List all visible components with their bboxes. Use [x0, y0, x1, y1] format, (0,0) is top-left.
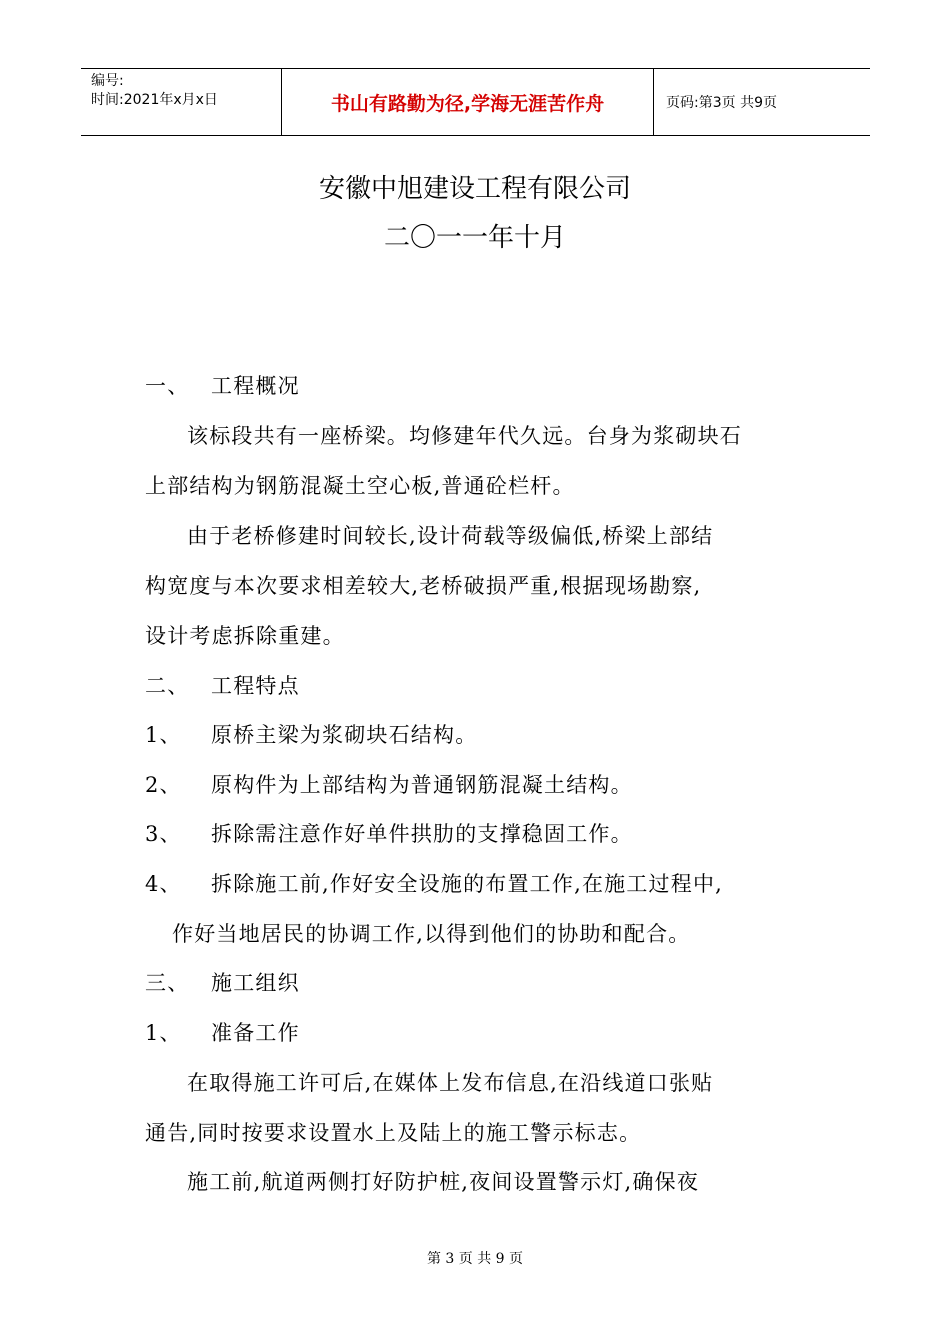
section-heading-2	[145, 670, 300, 700]
paragraph-line: 构宽度与本次要求相差较大,老桥破损严重,根据现场勘察,	[145, 574, 702, 598]
list-text: 拆除施工前,作好安全设施的布置工作,在施工过程中,	[211, 872, 724, 896]
section-title: 施工组织	[211, 971, 300, 995]
company-title: 安徽中旭建设工程有限公司	[318, 174, 631, 204]
section-title: 工程特点	[211, 674, 300, 698]
date-title: 二〇一一年十月	[383, 223, 566, 253]
list-text: 原构件为上部结构为普通钢筋混凝土结构。	[211, 773, 633, 797]
header-motto: 书山有路勤为径,学海无涯苦作舟	[281, 69, 654, 135]
section-heading-1	[145, 370, 300, 400]
header-page-label: 页码:第3页 共9页	[666, 95, 777, 111]
list-item	[145, 868, 723, 898]
list-item	[145, 719, 477, 749]
header-table	[81, 68, 870, 136]
section-title: 工程概况	[211, 374, 300, 398]
list-number: 1、	[145, 1021, 182, 1045]
section-heading-3	[145, 967, 300, 997]
paragraph-line: 该标段共有一座桥梁。均修建年代久远。台身为浆砌块石	[187, 424, 742, 448]
list-number: 1、	[145, 723, 182, 747]
paragraph-line: 通告,同时按要求设置水上及陆上的施工警示标志。	[145, 1121, 642, 1145]
list-number: 3、	[145, 822, 182, 846]
paragraph-line: 由于老桥修建时间较长,设计荷载等级偏低,桥梁上部结	[187, 524, 714, 548]
list-item	[145, 1017, 300, 1047]
list-item-continuation: 作好当地居民的协调工作,以得到他们的协助和配合。	[172, 922, 691, 946]
list-number: 2、	[145, 773, 182, 797]
section-number: 二、	[145, 674, 190, 698]
paragraph-line: 施工前,航道两侧打好防护桩,夜间设置警示灯,确保夜	[187, 1170, 700, 1194]
paragraph-line: 在取得施工许可后,在媒体上发布信息,在沿线道口张贴	[187, 1071, 714, 1095]
page-footer: 第 3 页 共 9 页	[426, 1251, 524, 1267]
section-number: 三、	[145, 971, 190, 995]
list-number: 4、	[145, 872, 182, 896]
list-text: 准备工作	[211, 1021, 300, 1045]
header-meta-cell	[81, 69, 281, 135]
time-label: 时间:2021年x月x日	[91, 92, 218, 108]
paragraph-line: 上部结构为钢筋混凝土空心板,普通砼栏杆。	[145, 474, 575, 498]
number-label: 编号:	[91, 73, 124, 89]
list-text: 拆除需注意作好单件拱肋的支撑稳固工作。	[211, 822, 633, 846]
paragraph-line: 设计考虑拆除重建。	[145, 624, 345, 648]
list-text: 原桥主梁为浆砌块石结构。	[211, 723, 478, 747]
list-item	[145, 818, 633, 848]
section-number: 一、	[145, 374, 190, 398]
list-item	[145, 769, 633, 799]
